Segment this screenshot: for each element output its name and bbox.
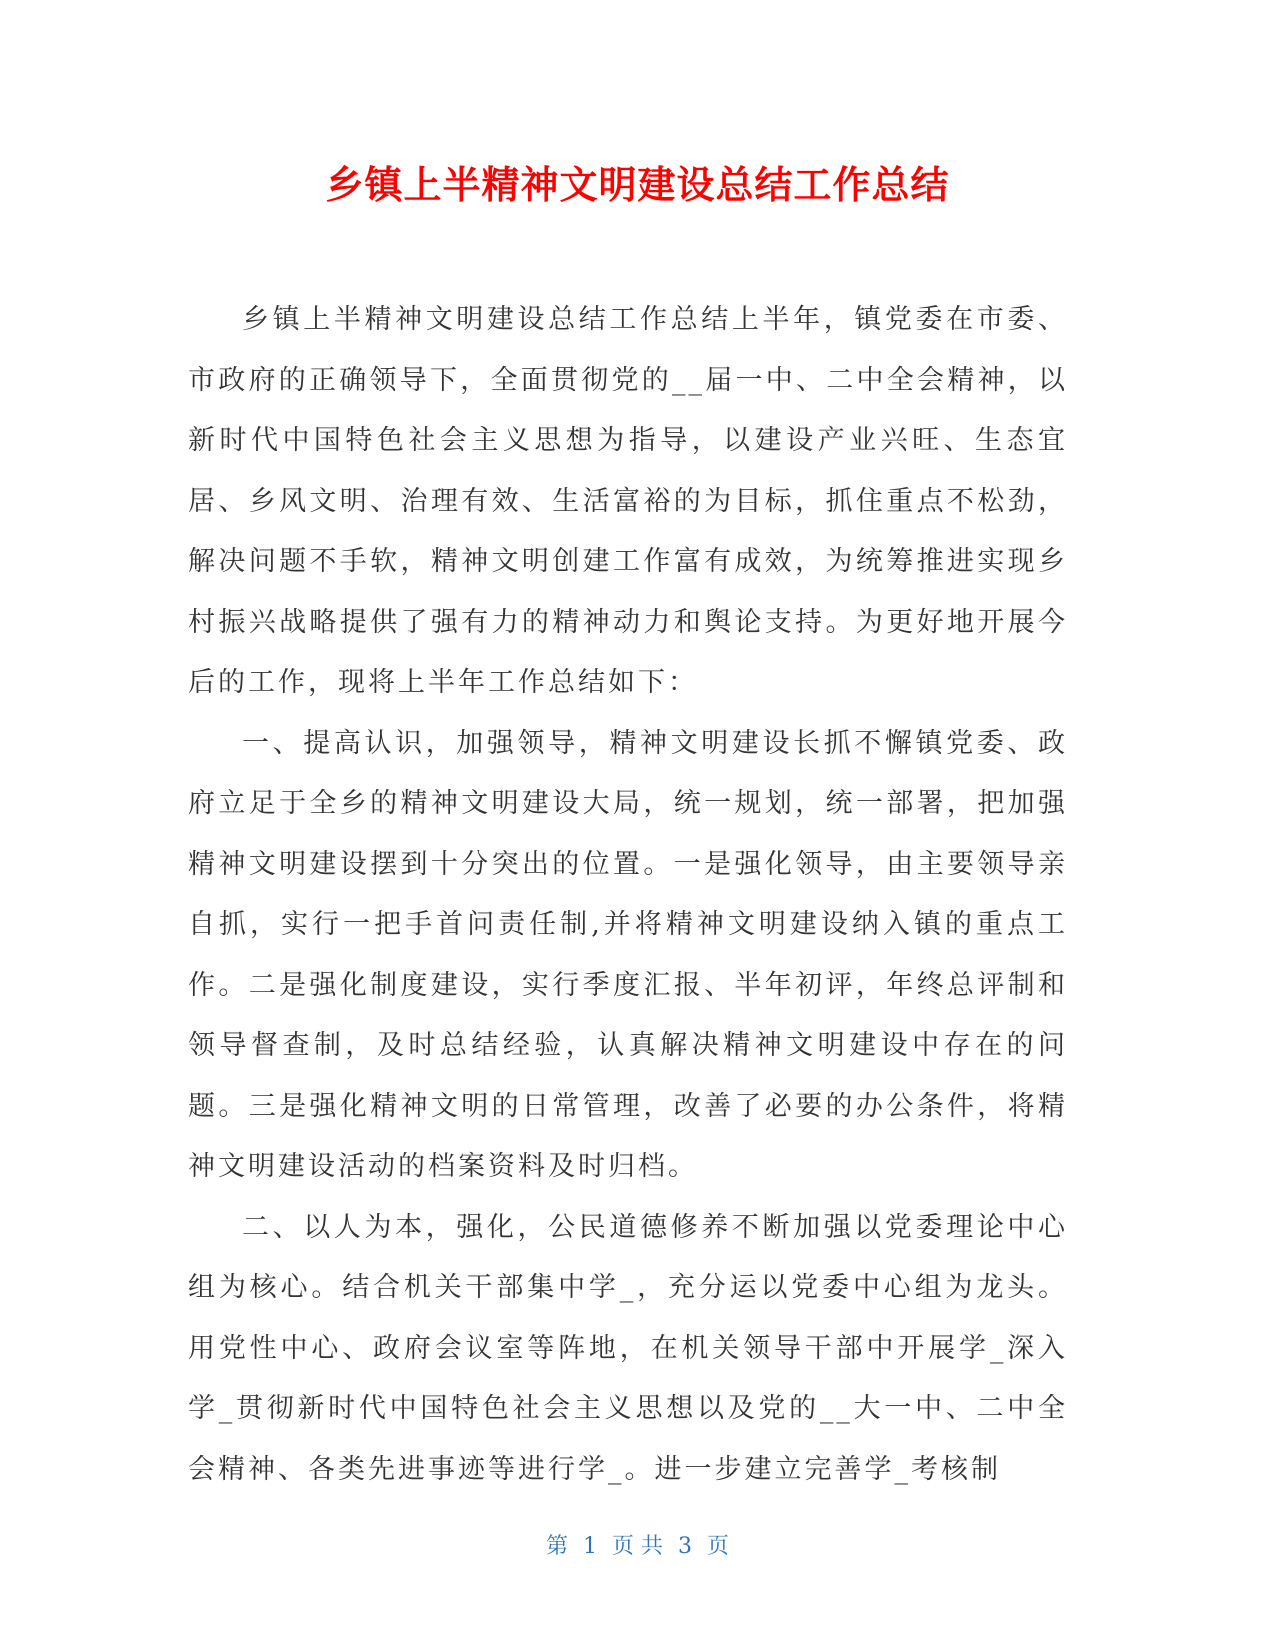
paragraph-intro: 乡镇上半精神文明建设总结工作总结上半年，镇党委在市委、市政府的正确领导下，全面贯彻党的__届一中、二中全会精神，以新时代中国特色社会主义思想为指导，以建设产业兴旺、生态宜居、乡风文明、治理有效、生活富裕的为目标，抓住重点不松劲，解决问题不手软，精神文明创建工作富有成效，为统筹推进实现乡村振兴战略提供了强有力的精神动力和舆论支持。为更好地开展今后的工作，现将上半年工作总结如下： (188, 304, 1068, 698)
document-body (188, 290, 1068, 1500)
document-title: 乡镇上半精神文明建设总结工作总结 (325, 163, 950, 207)
footer-total-pages: 3 (678, 1534, 692, 1559)
footer-middle: 页 共 (612, 1534, 663, 1559)
footer-suffix: 页 (707, 1534, 730, 1559)
paragraph-section-one: 一、提高认识，加强领导，精神文明建设长抓不懈镇党委、政府立足于全乡的精神文明建设大局，统一规划，统一部署，把加强精神文明建设摆到十分突出的位置。一是强化领导，由主要领导亲自抓，实行一把手首问责任制,并将精神文明建设纳入镇的重点工作。二是强化制度建设，实行季度汇报、半年初评，年终总评制和领导督查制，及时总结经验，认真解决精神文明建设中存在的问题。三是强化精神文明的日常管理，改善了必要的办公条件，将精神文明建设活动的档案资料及时归档。 (188, 727, 1068, 1182)
paragraph-section-two: 二、以人为本，强化，公民道德修养不断加强以党委理论中心组为核心。结合机关干部集中学_，充分运以党委中心组为龙头。用党性中心、政府会议室等阵地，在机关领导干部中开展学_深入学_贯彻新时代中国特色社会主义思想以及党的__大一中、二中全会精神、各类先进事迹等进行学_。进一步建立完善学_考核制 (188, 1211, 1068, 1485)
page-footer (0, 1532, 1275, 1562)
footer-prefix: 第 (545, 1534, 568, 1559)
footer-current-page: 1 (583, 1534, 597, 1559)
